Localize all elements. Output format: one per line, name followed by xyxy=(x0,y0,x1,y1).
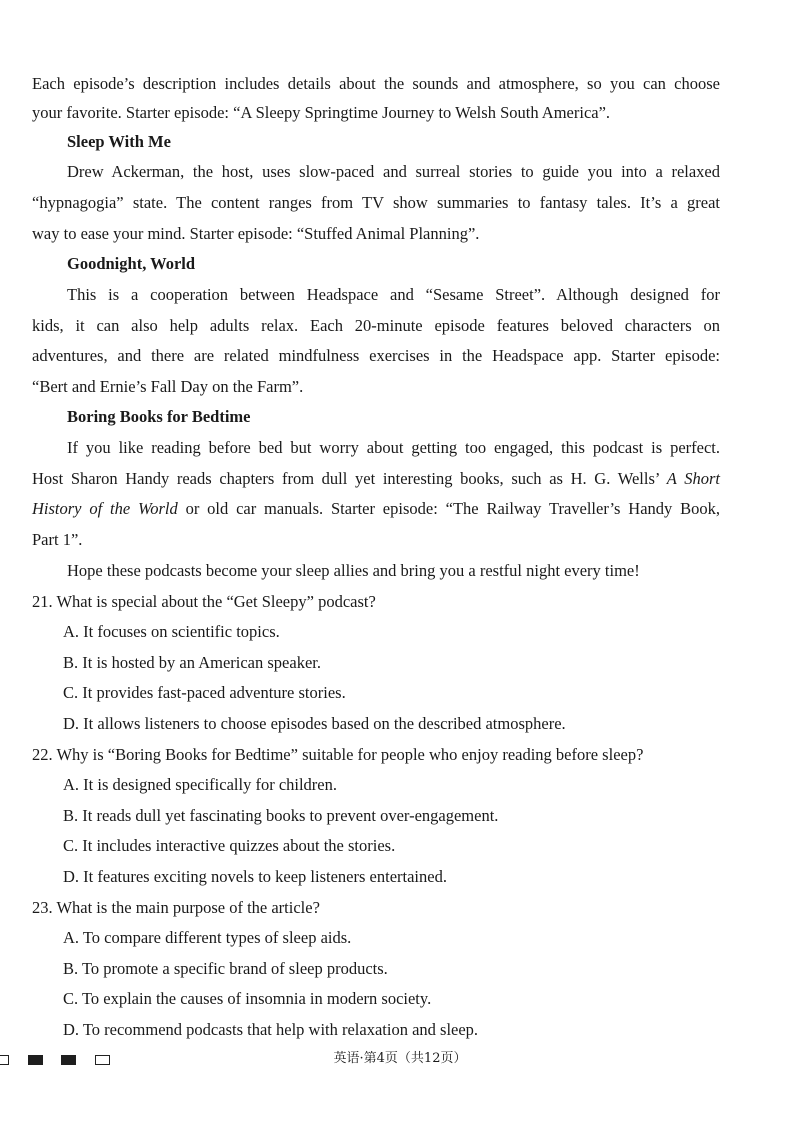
section-sleep-with-me-line-2: “hypnagogia” state. The content ranges from TV show summaries to fantasy tales. It’s a great xyxy=(32,193,720,212)
question-21-option-c[interactable]: C. It provides fast-paced adventure stories. xyxy=(63,683,346,702)
question-number: 21. xyxy=(32,592,53,611)
question-22-option-c[interactable]: C. It includes interactive quizzes about the stories. xyxy=(63,836,396,855)
question-23-option-c[interactable]: C. To explain the causes of insomnia in modern society. xyxy=(63,989,432,1008)
section-boring-books-line-2 xyxy=(32,469,720,489)
question-21-option-d[interactable]: D. It allows listeners to choose episodes based on the described atmosphere. xyxy=(63,714,566,733)
section-heading-sleep-with-me: Sleep With Me xyxy=(67,132,171,151)
passage-intro-line-2: your favorite. Starter episode: “A Sleepy Springtime Journey to Welsh South America”. xyxy=(32,103,611,122)
passage-intro-line-1: Each episode’s description includes details about the sounds and atmosphere, so you can choose xyxy=(32,74,720,93)
book-title-italic-part-2: History of the World xyxy=(32,499,178,518)
question-23-option-d[interactable]: D. To recommend podcasts that help with relaxation and sleep. xyxy=(63,1020,479,1039)
question-23 xyxy=(32,898,720,918)
section-goodnight-world-line-3: adventures, and there are related mindfulness exercises in the Headspace app. Starter episode: xyxy=(32,346,720,365)
question-23-option-a[interactable]: A. To compare different types of sleep aids. xyxy=(63,928,352,947)
question-22 xyxy=(32,745,720,765)
section-boring-books-line-4: Part 1”. xyxy=(32,530,83,549)
section-sleep-with-me-line-1: Drew Ackerman, the host, uses slow-paced and surreal stories to guide you into a relaxed xyxy=(67,162,720,181)
question-text: What is special about the “Get Sleepy” podcast? xyxy=(56,592,376,611)
question-21-option-a[interactable]: A. It focuses on scientific topics. xyxy=(63,622,280,641)
question-21 xyxy=(32,592,720,612)
section-heading-goodnight-world: Goodnight, World xyxy=(67,254,196,273)
passage-closing: Hope these podcasts become your sleep allies and bring you a restful night every time! xyxy=(67,561,640,580)
question-number: 22. xyxy=(32,745,53,764)
question-22-option-a[interactable]: A. It is designed specifically for children. xyxy=(63,775,337,794)
question-21-option-b[interactable]: B. It is hosted by an American speaker. xyxy=(63,653,321,672)
question-23-option-b[interactable]: B. To promote a specific brand of sleep products. xyxy=(63,959,388,978)
section-goodnight-world-line-1: This is a cooperation between Headspace and “Sesame Street”. Although designed for xyxy=(67,285,720,304)
section-heading-boring-books: Boring Books for Bedtime xyxy=(67,407,251,426)
section-goodnight-world-line-2: kids, it can also help adults relax. Each 20-minute episode features beloved characters on xyxy=(32,316,720,335)
page-footer-label: 英语·第4页（共12页） xyxy=(333,1051,467,1066)
book-title-italic-part-1: A Short xyxy=(666,469,720,488)
section-boring-books-line-2-text: Host Sharon Handy reads chapters from dull yet interesting books, such as H. G. Wells’ xyxy=(32,469,660,488)
question-22-option-d[interactable]: D. It features exciting novels to keep listeners entertained. xyxy=(63,867,447,886)
question-text: Why is “Boring Books for Bedtime” suitable for people who enjoy reading before sleep? xyxy=(56,745,644,764)
section-boring-books-line-1: If you like reading before bed but worry about getting too engaged, this podcast is perfect. xyxy=(67,438,720,457)
question-text: What is the main purpose of the article? xyxy=(56,898,320,917)
section-sleep-with-me-line-3: way to ease your mind. Starter episode: “Stuffed Animal Planning”. xyxy=(32,224,480,243)
question-22-option-b[interactable]: B. It reads dull yet fascinating books to prevent over-engagement. xyxy=(63,806,499,825)
section-boring-books-line-3 xyxy=(32,499,720,519)
question-number: 23. xyxy=(32,898,53,917)
section-boring-books-line-3-text: or old car manuals. Starter episode: “The Railway Traveller’s Handy Book, xyxy=(185,499,720,518)
section-goodnight-world-line-4: “Bert and Ernie’s Fall Day on the Farm”. xyxy=(32,377,304,396)
